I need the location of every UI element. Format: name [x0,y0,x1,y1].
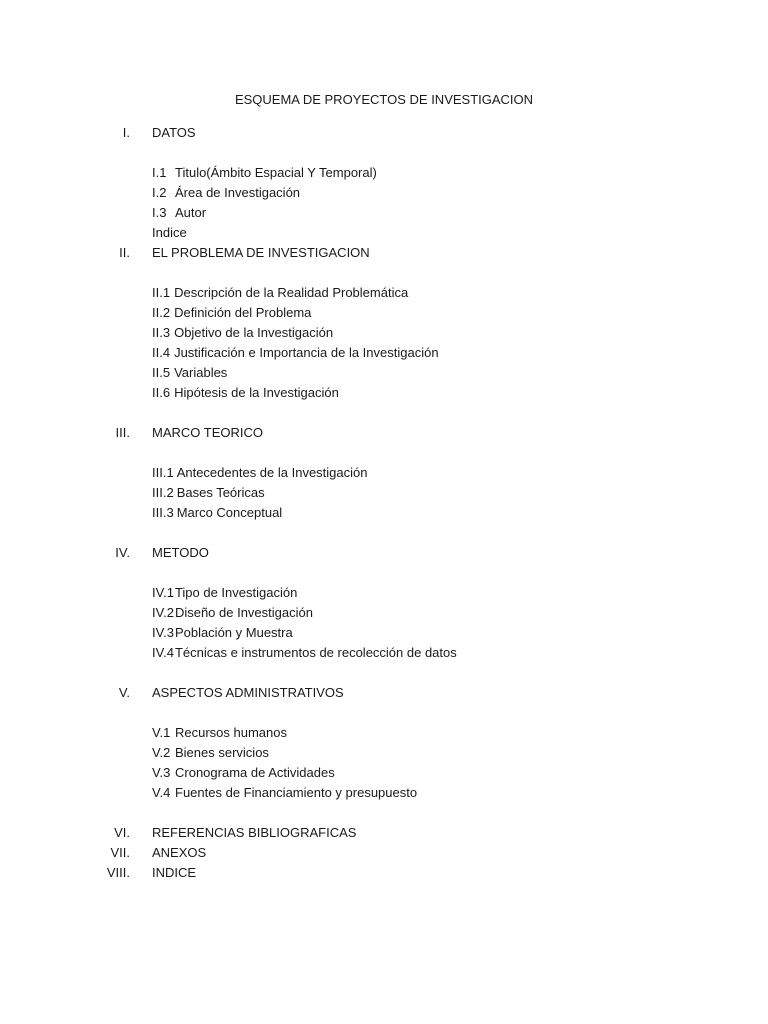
item-number: II.6 [152,385,171,400]
section-number: V. [118,685,130,700]
section-heading: MARCO TEORICO [152,425,263,440]
section-heading: METODO [152,545,209,560]
item-text: Tipo de Investigación [174,585,298,600]
item-text: Diseño de Investigación [174,605,313,620]
section-number: I. [122,125,130,140]
item-number: I.3 [152,205,167,220]
item-text: Justificación e Importancia de la Investigación [174,345,439,360]
item-text: Titulo(Ámbito Espacial Y Temporal) [175,165,377,180]
item-number: III.2 [152,485,174,500]
list-item [152,205,206,220]
section-number: VII. [110,845,130,860]
section-heading: REFERENCIAS BIBLIOGRAFICAS [152,825,357,840]
item-number: V.3 [152,765,171,780]
section-number: III. [115,425,130,440]
item-number: IV.1 [152,585,174,600]
list-item [152,505,282,520]
item-number: V.1 [152,725,171,740]
list-item [152,285,408,300]
list-item [152,165,377,180]
item-text: Bienes servicios [175,745,269,760]
item-number: II.4 [152,345,171,360]
item-text: Marco Conceptual [176,505,283,520]
item-number: III.1 [152,465,174,480]
item-number: II.2 [152,305,171,320]
list-item [152,345,439,360]
list-item [152,645,457,660]
section-heading: DATOS [152,125,196,140]
item-text: Bases Teóricas [176,485,265,500]
item-text: Área de Investigación [175,185,301,200]
list-item [152,725,287,740]
item-text: Hipótesis de la Investigación [174,385,339,400]
item-number: IV.3 [152,625,174,640]
section-number: II. [119,245,130,260]
list-item [152,785,417,800]
item-text: Autor [175,205,207,220]
item-number: V.2 [152,745,171,760]
item-text: Antecedentes de la Investigación [176,465,368,480]
item-number: IV.4 [152,645,174,660]
item-text: Fuentes de Financiamiento y presupuesto [175,785,418,800]
item-number: V.4 [152,785,171,800]
list-item [152,305,311,320]
item-text: Cronograma de Actividades [175,765,335,780]
list-item [152,605,313,620]
item-text: Descripción de la Realidad Problemática [174,285,409,300]
list-item [152,365,227,380]
document-title: ESQUEMA DE PROYECTOS DE INVESTIGACION [234,92,534,107]
list-item [152,325,333,340]
item-text: Objetivo de la Investigación [174,325,334,340]
list-item [152,745,269,760]
item-number: II.1 [152,285,171,300]
item-text: Variables [174,365,228,380]
item-text: Recursos humanos [175,725,287,740]
item-number: IV.2 [152,605,174,620]
list-item [152,765,335,780]
list-item-indice: Indice [152,225,187,240]
section-heading: EL PROBLEMA DE INVESTIGACION [152,245,370,260]
section-number: IV. [115,545,130,560]
section-heading: INDICE [152,865,197,880]
section-heading: ASPECTOS ADMINISTRATIVOS [152,685,344,700]
list-item [152,585,297,600]
section-number: VI. [114,825,130,840]
item-number: I.2 [152,185,167,200]
list-item [152,465,368,480]
item-number: II.5 [152,365,171,380]
list-item [152,485,265,500]
item-text: Técnicas e instrumentos de recolección de datos [174,645,457,660]
list-item [152,185,300,200]
item-number: I.1 [152,165,167,180]
section-heading: ANEXOS [152,845,207,860]
item-number: III.3 [152,505,174,520]
item-number: II.3 [152,325,171,340]
list-item [152,385,339,400]
item-text: Definición del Problema [174,305,312,320]
section-number: VIII. [106,865,130,880]
list-item [152,625,293,640]
item-text: Población y Muestra [174,625,293,640]
